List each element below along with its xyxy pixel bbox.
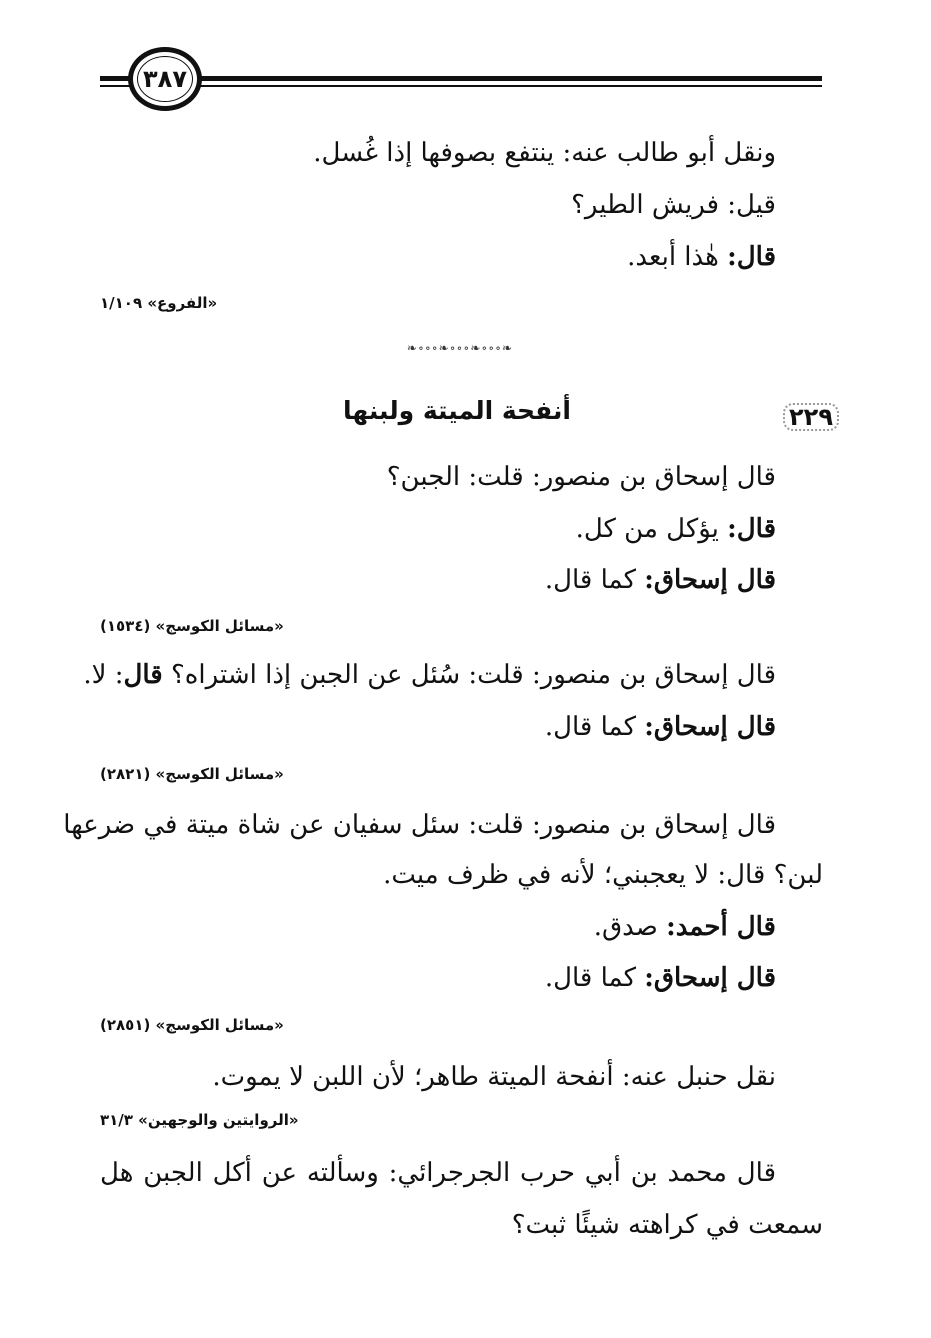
text-line: قال إسحاق بن منصور: قلت: سئل سفيان عن شاة ميتة في ضرعها — [63, 810, 776, 840]
line-text: قال إسحاق بن منصور: قلت: سُئل عن الجبن إذا اشتراه؟ — [162, 660, 776, 690]
header-rule-thick — [100, 76, 822, 81]
speaker-label: قال إسحاق: — [644, 712, 776, 742]
speaker-label: قال أحمد: — [666, 912, 776, 942]
source-citation: «مسائل الكوسج» (١٥٣٤) — [100, 617, 284, 635]
line-text: كما قال. — [544, 963, 645, 993]
text-line — [545, 710, 776, 744]
text-line — [627, 240, 776, 274]
text-line: قيل: فريش الطير؟ — [571, 190, 776, 220]
text-line: نقل حنبل عنه: أنفحة الميتة طاهر؛ لأن اللبن لا يموت. — [212, 1062, 776, 1092]
speaker-label: قال: — [727, 514, 776, 544]
text-line — [576, 512, 776, 546]
line-text: يؤكل من كل. — [575, 514, 728, 544]
text-line: قال إسحاق بن منصور: قلت: الجبن؟ — [386, 462, 776, 492]
speaker-label: قال — [123, 660, 163, 690]
page-number: ٣٨٧ — [128, 47, 202, 111]
text-line: لبن؟ قال: لا يعجبني؛ لأنه في ظرف ميت. — [383, 860, 823, 890]
text-line: سمعت في كراهته شيئًا ثبت؟ — [511, 1210, 823, 1240]
line-text: هٰذا أبعد. — [627, 242, 728, 272]
line-text: كما قال. — [544, 565, 645, 595]
section-divider-ornament: ❧∘∘∘❧∘∘∘❧∘∘∘❧ — [406, 341, 514, 355]
line-text: : لا. — [83, 660, 124, 690]
header-rule-thin — [100, 85, 822, 87]
text-line — [545, 961, 776, 995]
speaker-label: قال: — [727, 242, 776, 272]
speaker-label: قال إسحاق: — [644, 565, 776, 595]
speaker-label: قال إسحاق: — [644, 963, 776, 993]
text-line — [545, 563, 776, 597]
text-line: قال محمد بن أبي حرب الجرجرائي: وسألته عن أكل الجبن هل — [100, 1158, 776, 1188]
text-line — [83, 658, 776, 692]
text-line — [594, 910, 776, 944]
source-citation: «مسائل الكوسج» (٢٨٥١) — [100, 1016, 284, 1034]
line-text: صدق. — [593, 912, 667, 942]
source-citation: «الروايتين والوجهين» ٣١/٣ — [100, 1111, 299, 1129]
section-title: أنفحة الميتة ولبنها — [342, 396, 571, 425]
line-text: كما قال. — [544, 712, 645, 742]
source-citation: «الفروع» ١/١٠٩ — [100, 294, 218, 312]
source-citation: «مسائل الكوسج» (٢٨٢١) — [100, 765, 284, 783]
text-line: ونقل أبو طالب عنه: ينتفع بصوفها إذا غُسل. — [313, 138, 776, 168]
section-number-badge: ٢٢٩ — [775, 397, 847, 437]
